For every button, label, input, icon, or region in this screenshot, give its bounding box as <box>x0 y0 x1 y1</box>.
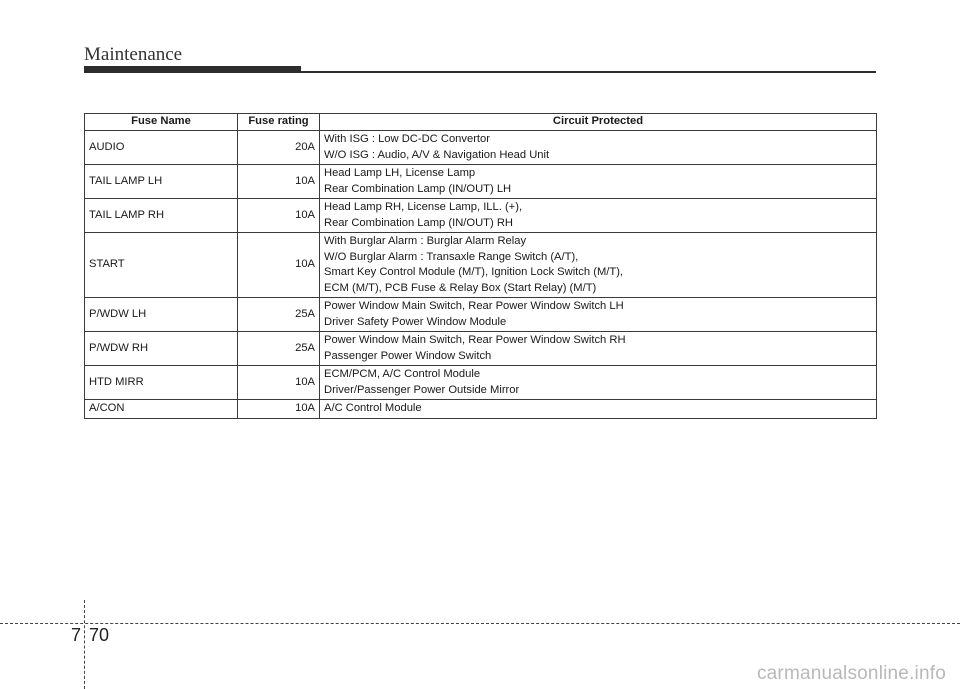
table-row <box>85 233 877 298</box>
fuse-rating-cell: 10A <box>238 233 320 298</box>
fuse-table <box>84 113 877 419</box>
column-header-circuit-protected: Circuit Protected <box>320 114 877 131</box>
table-header-row <box>85 114 877 131</box>
fuse-rating-cell: 10A <box>238 400 320 419</box>
fuse-name-cell: TAIL LAMP LH <box>85 165 238 199</box>
table-row <box>85 199 877 233</box>
header-rule-thick <box>84 66 301 73</box>
table-row <box>85 366 877 400</box>
circuit-protected-cell: Power Window Main Switch, Rear Power Window Switch LH Driver Safety Power Window Module <box>320 298 877 332</box>
circuit-protected-cell: Head Lamp LH, License Lamp Rear Combination Lamp (IN/OUT) LH <box>320 165 877 199</box>
page-title: Maintenance <box>84 44 183 65</box>
circuit-protected-cell: With ISG : Low DC-DC Convertor W/O ISG : Audio, A/V & Navigation Head Unit <box>320 131 877 165</box>
circuit-protected-cell: With Burglar Alarm : Burglar Alarm Relay W/O Burglar Alarm : Transaxle Range Switch (A/T), Smart Key Control Module (M/T), Ignition Lock Switch (M/T), ECM (M/T), PCB Fuse & Relay Box (Start Relay) (M/T) <box>320 233 877 298</box>
footer-dashed-divider <box>84 600 85 689</box>
column-header-fuse-rating: Fuse rating <box>238 114 320 131</box>
circuit-protected-cell: Head Lamp RH, License Lamp, ILL. (+), Rear Combination Lamp (IN/OUT) RH <box>320 199 877 233</box>
fuse-name-cell: A/CON <box>85 400 238 419</box>
fuse-name-cell: AUDIO <box>85 131 238 165</box>
table-row <box>85 332 877 366</box>
header-rule-thin <box>301 71 876 73</box>
footer-dashed-rule <box>0 623 960 624</box>
fuse-rating-cell: 25A <box>238 332 320 366</box>
table-row <box>85 131 877 165</box>
table-row <box>85 400 877 419</box>
fuse-name-cell: START <box>85 233 238 298</box>
circuit-protected-cell: Power Window Main Switch, Rear Power Window Switch RH Passenger Power Window Switch <box>320 332 877 366</box>
fuse-rating-cell: 10A <box>238 199 320 233</box>
fuse-rating-cell: 10A <box>238 366 320 400</box>
fuse-rating-cell: 20A <box>238 131 320 165</box>
fuse-name-cell: P/WDW LH <box>85 298 238 332</box>
fuse-name-cell: HTD MIRR <box>85 366 238 400</box>
column-header-fuse-name: Fuse Name <box>85 114 238 131</box>
table-row <box>85 298 877 332</box>
circuit-protected-cell: ECM/PCM, A/C Control Module Driver/Passenger Power Outside Mirror <box>320 366 877 400</box>
fuse-name-cell: TAIL LAMP RH <box>85 199 238 233</box>
watermark-text: carmanualsonline.info <box>756 663 946 684</box>
circuit-protected-cell: A/C Control Module <box>320 400 877 419</box>
page-number: 70 <box>89 625 110 645</box>
fuse-rating-cell: 10A <box>238 165 320 199</box>
table-row <box>85 165 877 199</box>
fuse-rating-cell: 25A <box>238 298 320 332</box>
chapter-number: 7 <box>71 625 82 645</box>
fuse-name-cell: P/WDW RH <box>85 332 238 366</box>
